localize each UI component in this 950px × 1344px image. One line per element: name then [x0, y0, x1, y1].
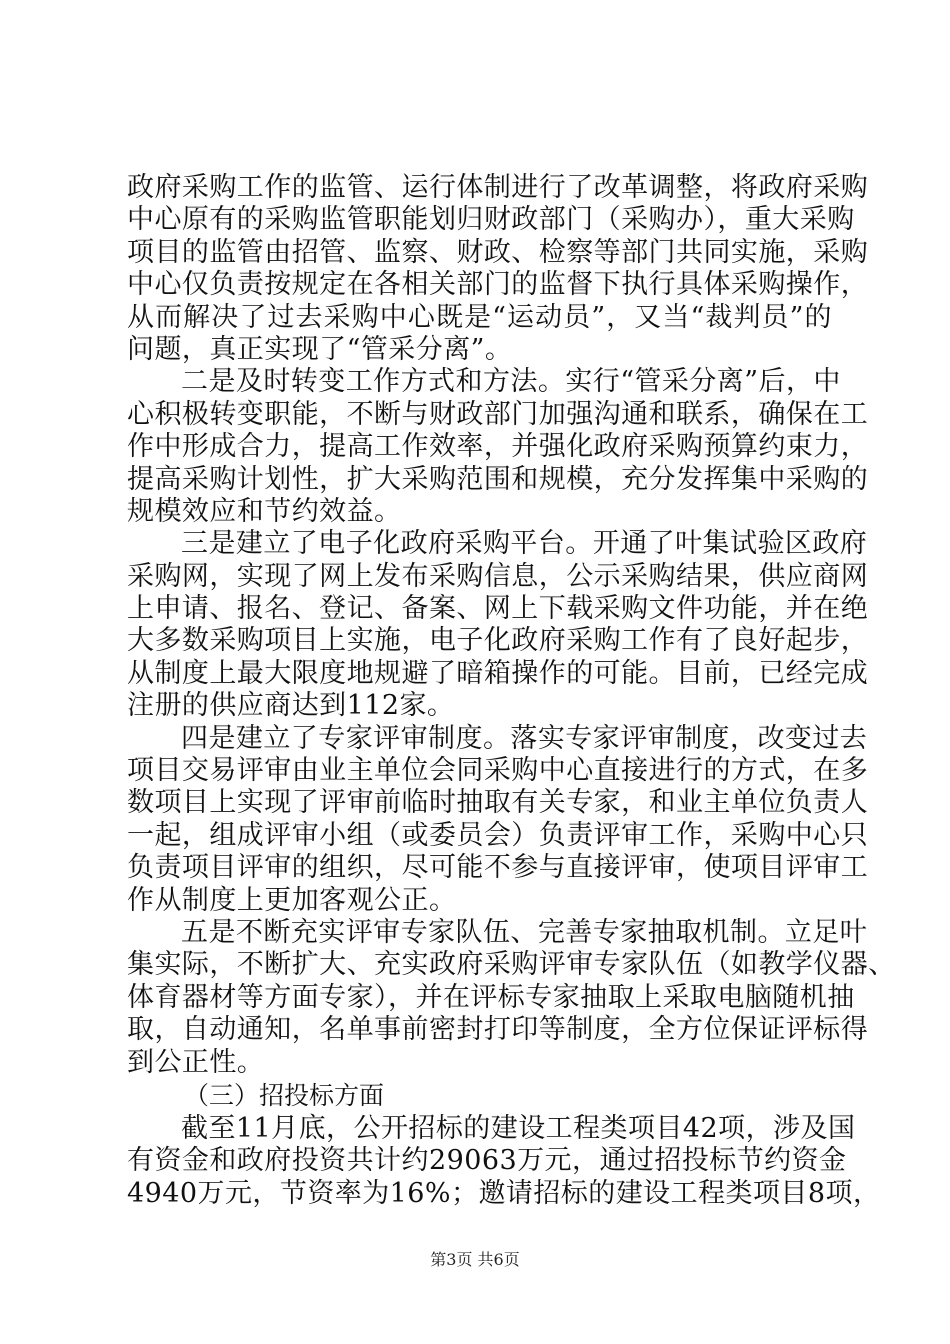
paragraph-line: 大多数采购项目上实施，电子化政府采购工作有了良好起步，	[127, 625, 869, 657]
paragraph-line: 五是不断充实评审专家队伍、完善专家抽取机制。立足叶	[181, 916, 868, 948]
paragraph-line: 集实际，不断扩大、充实政府采购评审专家队伍（如教学仪器、	[127, 949, 896, 981]
paragraph-line: 有资金和政府投资共计约29063万元，通过招投标节约资金	[127, 1145, 847, 1177]
paragraph-line: 中心仅负责按规定在各相关部门的监督下执行具体采购操作，	[127, 269, 869, 301]
paragraph-line: 项目交易评审由业主单位会同采购中心直接进行的方式，在多	[127, 755, 869, 787]
document-body	[127, 172, 896, 1210]
paragraph-line: 体育器材等方面专家），并在评标专家抽取上采取电脑随机抽	[127, 981, 855, 1013]
paragraph-line: 到公正性。	[127, 1046, 265, 1078]
paragraph-line: 中心原有的采购监管职能划归财政部门（采购办），重大采购	[127, 204, 855, 236]
paragraph-line: 数项目上实现了评审前临时抽取有关专家，和业主单位负责人	[127, 787, 869, 819]
paragraph-line: 上申请、报名、登记、备案、网上下载采购文件功能，并在绝	[127, 593, 869, 625]
paragraph-line: 作从制度上更加客观公正。	[127, 884, 457, 916]
paragraph-line: 截至11月底，公开招标的建设工程类项目42项，涉及国	[181, 1112, 856, 1144]
paragraph-line: 规模效应和节约效益。	[127, 495, 402, 527]
paragraph-line: 负责项目评审的组织，尽可能不参与直接评审，使项目评审工	[127, 852, 869, 884]
paragraph-line: 4940万元，节资率为16%；邀请招标的建设工程类项目8项，	[127, 1177, 881, 1209]
paragraph-line: 项目的监管由招管、监察、财政、检察等部门共同实施，采购	[127, 236, 869, 268]
paragraph-line: 从而解决了过去采购中心既是“运动员”，又当“裁判员”的	[127, 301, 832, 333]
paragraph-line: 四是建立了专家评审制度。落实专家评审制度，改变过去	[181, 722, 868, 754]
paragraph-line: 注册的供应商达到112家。	[127, 690, 455, 722]
section-heading: （三）招投标方面	[184, 1080, 385, 1110]
paragraph-line: 一起，组成评审小组（或委员会）负责评审工作，采购中心只	[127, 819, 869, 851]
paragraph-line: 二是及时转变工作方式和方法。实行“管采分离”后，中	[181, 366, 841, 398]
page-footer: 第3页 共6页	[430, 1250, 520, 1269]
paragraph-line: 采购网，实现了网上发布采购信息，公示采购结果，供应商网	[127, 560, 869, 592]
paragraph-line: 政府采购工作的监管、运行体制进行了改革调整，将政府采购	[127, 172, 869, 203]
paragraph-line: 心积极转变职能，不断与财政部门加强沟通和联系，确保在工	[127, 398, 869, 430]
paragraph-line: 作中形成合力，提高工作效率，并强化政府采购预算约束力，	[127, 431, 869, 463]
paragraph-line: 问题，真正实现了“管采分离”。	[127, 333, 513, 365]
paragraph-line: 三是建立了电子化政府采购平台。开通了叶集试验区政府	[181, 528, 868, 560]
paragraph-line: 提高采购计划性，扩大采购范围和规模，充分发挥集中采购的	[127, 463, 869, 495]
paragraph-line: 取，自动通知，名单事前密封打印等制度，全方位保证评标得	[127, 1014, 869, 1046]
paragraph-line: 从制度上最大限度地规避了暗箱操作的可能。目前，已经完成	[127, 657, 869, 689]
